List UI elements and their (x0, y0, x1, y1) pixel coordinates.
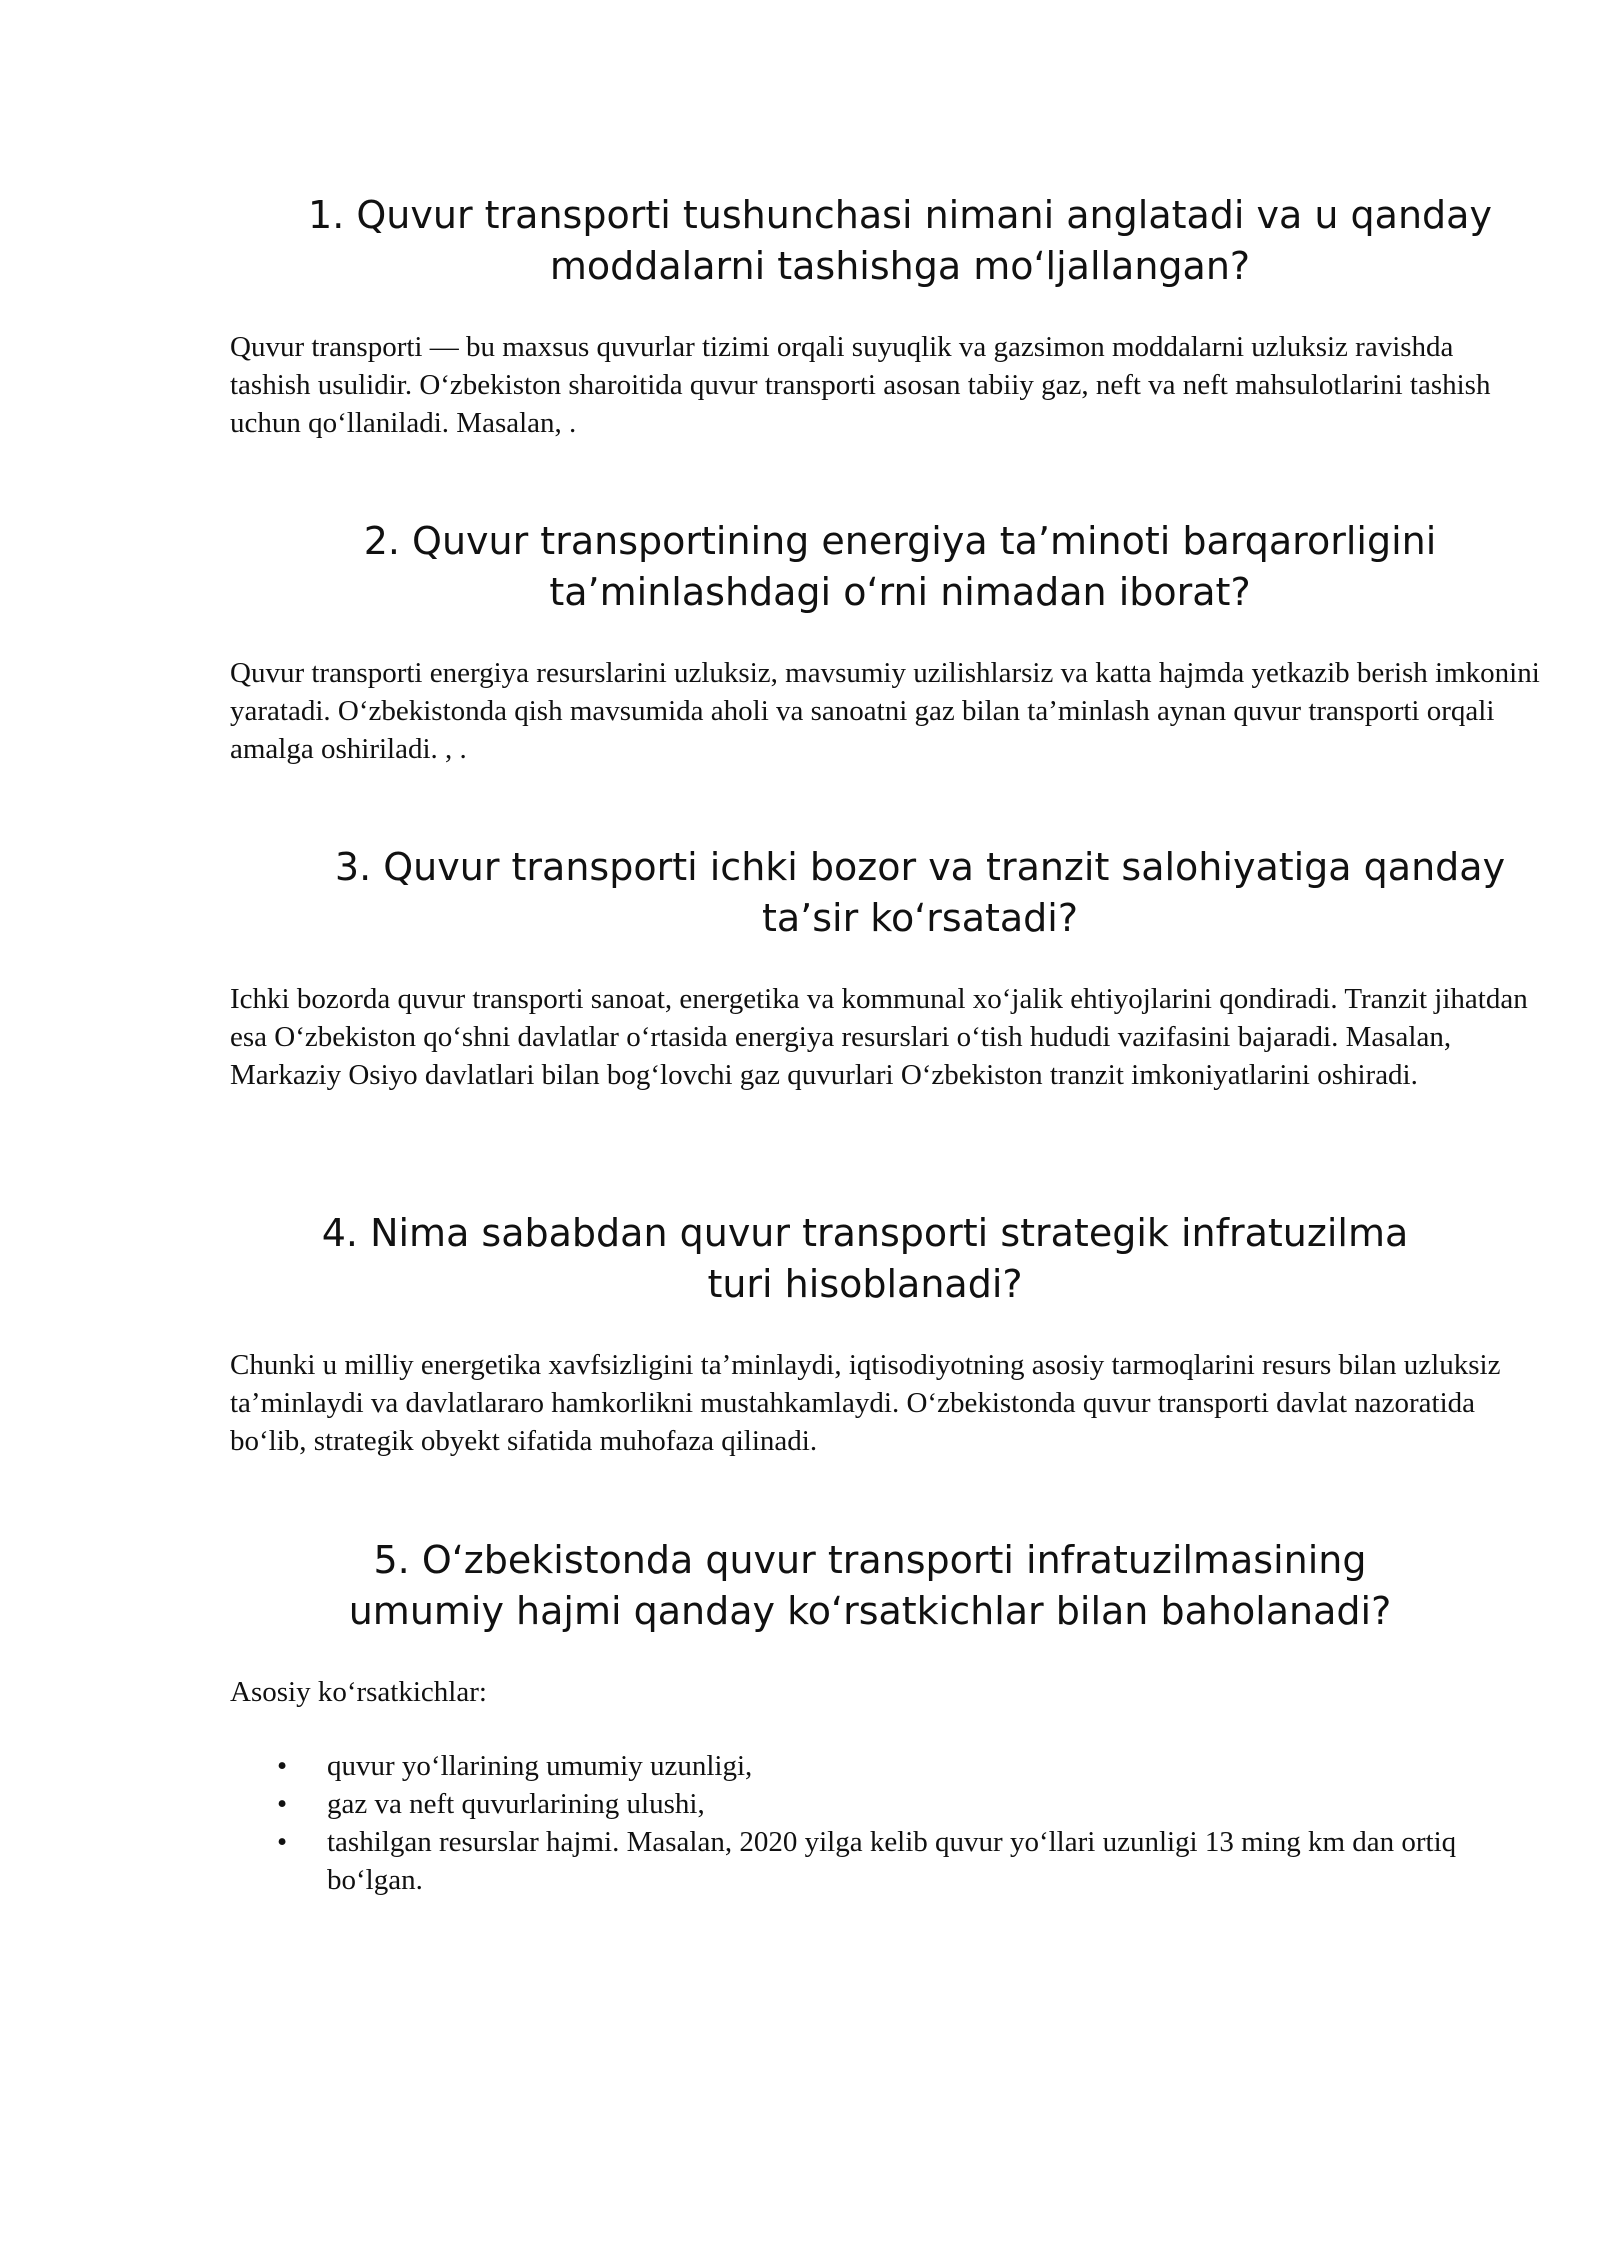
answer-4-text: Chunki u milliy energetika xavfsizligini ta’minlaydi, iqtisodiyotning asosiy tarmoqlarini resurs bilan uzluksiz ta’minlaydi va davlatlararo hamkorlikni mustahkamlaydi. O‘zbekistonda quvur transporti davlat nazoratida bo‘lib, strategik obyekt sifatida muhofaza qilinadi. (230, 1349, 1501, 1457)
answer-5-intro: Asosiy ko‘rsatkichlar: (230, 1676, 487, 1708)
indicator-list (230, 1747, 1540, 1899)
answer-1-text: Quvur transporti — bu maxsus quvurlar tizimi orqali suyuqlik va gazsimon moddalarni uzluksiz ravishda tashish usulidir. O‘zbekiston sharoitida quvur transporti asosan tabiiy gaz, neft va neft mahsulotlarini tashish uchun qo‘llaniladi. Masalan, . (230, 331, 1491, 439)
section-1 (230, 190, 1540, 442)
list-item (230, 1785, 1540, 1823)
section-2 (230, 516, 1540, 768)
list-item (230, 1747, 1540, 1785)
bullet-icon: • (277, 1788, 288, 1820)
list-item-text: gaz va neft quvurlarining ulushi, (327, 1788, 705, 1820)
bullet-icon: • (277, 1750, 288, 1782)
section-3 (230, 842, 1540, 1094)
list-item-text: quvur yo‘llarining umumiy uzunligi, (327, 1750, 753, 1782)
list-item-text: tashilgan resurslar hajmi. Masalan, 2020 yilga kelib quvur yo‘llari uzunligi 13 ming km dan ortiq bo‘lgan. (327, 1826, 1457, 1896)
answer-3-text: Ichki bozorda quvur transporti sanoat, energetika va kommunal xo‘jalik ehtiyojlarini qondiradi. Tranzit jihatdan esa O‘zbekiston qo‘shni davlatlar o‘rtasida energiya resurslari o‘tish hududi vazifasini bajaradi. Masalan, Markaziy Osiyo davlatlari bilan bog‘lovchi gaz quvurlari O‘zbekiston tranzit imkoniyatlarini oshiradi. (230, 983, 1528, 1091)
answer-2-text: Quvur transporti energiya resurslarini uzluksiz, mavsumiy uzilishlarsiz va katta hajmda yetkazib berish imkonini yaratadi. O‘zbekistonda qish mavsumida aholi va sanoatni gaz bilan ta’minlash aynan quvur transporti orqali amalga oshiriladi. , . (230, 657, 1540, 765)
list-item (230, 1823, 1540, 1899)
section-5 (230, 1535, 1540, 1899)
question-2-title: 2. Quvur transportining energiya ta’minoti barqarorligini ta’minlashdagi o‘rni nimadan iborat? (363, 519, 1437, 614)
question-5-title: 5. O‘zbekistonda quvur transporti infratuzilmasining umumiy hajmi qanday ko‘rsatkichlar bilan baholanadi? (348, 1538, 1392, 1633)
question-4-title: 4. Nima sababdan quvur transporti strategik infratuzilma turi hisoblanadi? (321, 1211, 1409, 1306)
question-1-title: 1. Quvur transporti tushunchasi nimani anglatadi va u qanday moddalarni tashishga mo‘ljallangan? (308, 193, 1492, 288)
question-3-title: 3. Quvur transporti ichki bozor va tranzit salohiyatiga qanday ta’sir ko‘rsatadi? (334, 845, 1506, 940)
section-4 (230, 1208, 1540, 1460)
bullet-icon: • (277, 1826, 288, 1858)
